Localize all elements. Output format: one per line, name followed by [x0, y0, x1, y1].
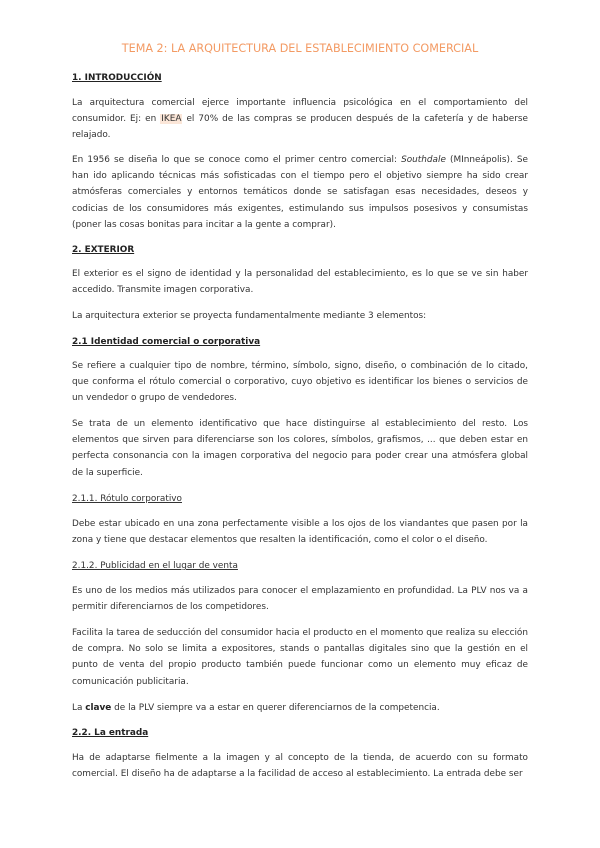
highlighted-term: IKEA [161, 114, 182, 125]
subsection-heading-identidad: 2.1 Identidad comercial o corporativa [72, 337, 261, 347]
text-run: En 1956 se diseña lo que se conoce como el primer centro comercial: [72, 155, 402, 165]
bold-term: clave [85, 703, 112, 713]
document-title: TEMA 2: LA ARQUITECTURA DEL ESTABLECIMIENTO COMERCIAL [121, 42, 479, 55]
section-heading-introduccion: 1. INTRODUCCIÓN [72, 73, 162, 83]
paragraph-entrada: Ha de adaptarse fielmente a la imagen y al concepto de la tienda, de acuerdo con su formato comercial. El diseño ha de adaptarse a la facilidad de acceso al establecimiento. La entrada debe ser [72, 753, 528, 780]
paragraph-intro-1 [72, 95, 528, 144]
text-run: el 70% de las compras se producen después de la cafetería y de haberse relajado. [72, 114, 528, 141]
paragraph-exterior-1: El exterior es el signo de identidad y la personalidad del establecimiento, es lo que se ve sin haber accedido. Transmite imagen corporativa. [72, 269, 528, 296]
paragraph-identidad-2: Se trata de un elemento identificativo que hace distinguirse al establecimiento del resto. Los elementos que sirven para diferenciarse son los colores, símbolos, grafismos, ... que deben estar en perfecta consonancia con la imagen corporativa del negocio para poder crear una atmósfera global de la superficie. [72, 419, 528, 478]
paragraph-intro-2 [72, 152, 528, 233]
subsection-heading-plv: 2.1.2. Publicidad en el lugar de venta [72, 561, 238, 571]
paragraph-rotulo: Debe estar ubicado en una zona perfectamente visible a los ojos de los viandantes que pasen por la zona y tiene que destacar elementos que resalten la identificación, como el color o el diseño. [72, 519, 528, 546]
text-run: (MInneápolis). Se han ido aplicando técnicas más sofisticadas con el tiempo pero el objetivo siempre ha sido crear atmósferas comerciales y entornos temáticos donde se satisfagan esas necesidades, deseos y codicias de los consumidores más exigentes, estimulando sus impulsos posesivos y consumistas (poner las cosas bonitas para incitar a la gente a comprar). [72, 155, 528, 230]
paragraph-plv-1: Es uno de los medios más utilizados para conocer el emplazamiento en profundidad. La PLV nos va a permitir diferenciarnos de los competidores. [72, 586, 528, 613]
subsection-heading-rotulo: 2.1.1. Rótulo corporativo [72, 494, 182, 504]
paragraph-exterior-2: La arquitectura exterior se proyecta fundamentalmente mediante 3 elementos: [72, 311, 427, 321]
subsection-heading-entrada: 2.2. La entrada [72, 728, 149, 738]
paragraph-plv-3 [72, 700, 528, 716]
text-run: La arquitectura comercial ejerce importante influencia psicológica en el comportamiento del consumidor. Ej: en [72, 98, 528, 125]
italic-term: Southdale [401, 155, 446, 165]
text-run: de la PLV siempre va a estar en querer diferenciarnos de la competencia. [111, 703, 440, 713]
paragraph-plv-2: Facilita la tarea de seducción del consumidor hacia el producto en el momento que realiza su elección de compra. No solo se limita a expositores, stands o pantallas digitales sino que la gestión en el punto de venta del propio producto también puede funcionar como un elemento muy eficaz de comunicación publicitaria. [72, 628, 528, 687]
section-heading-exterior: 2. EXTERIOR [72, 245, 135, 255]
paragraph-identidad-1: Se refiere a cualquier tipo de nombre, término, símbolo, signo, diseño, o combinación de lo citado, que conforma el rótulo comercial o corporativo, cuyo objetivo es identificar los bienes o servicios de un vendedor o grupo de vendedores. [72, 361, 528, 404]
text-run: La [72, 703, 86, 713]
